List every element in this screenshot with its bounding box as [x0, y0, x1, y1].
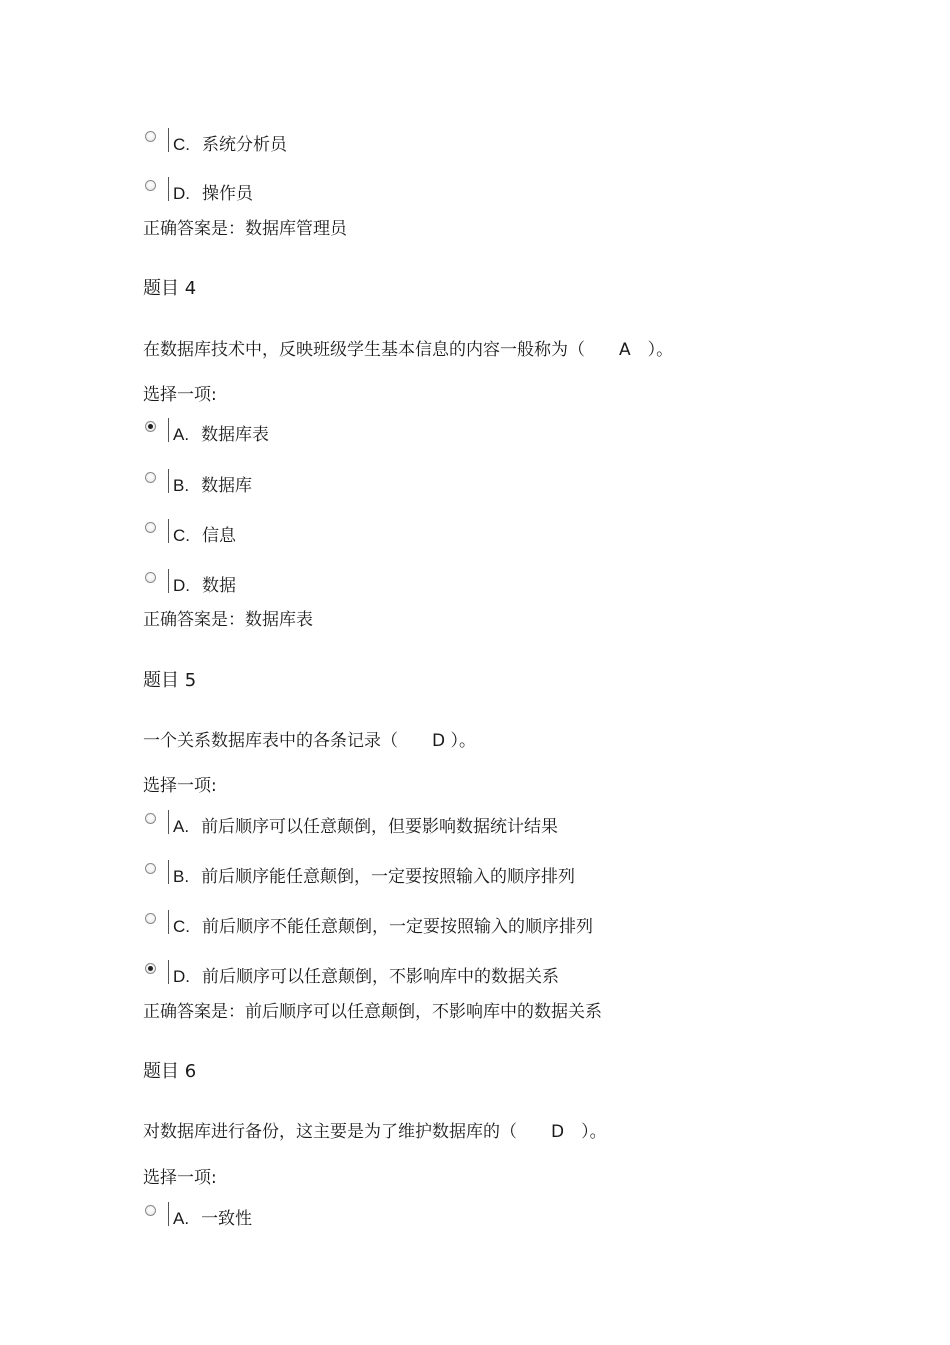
- radio-button-checked-icon[interactable]: [145, 963, 156, 974]
- radio-button-checked-icon[interactable]: [145, 421, 156, 432]
- q6-prompt: 选择一项:: [143, 1168, 217, 1188]
- radio-button-icon[interactable]: [145, 131, 156, 142]
- q5-heading: 题目 5: [143, 670, 197, 691]
- option-text: 前后顺序可以任意颠倒，不影响库中的数据关系: [202, 967, 559, 987]
- option-letter: A.: [173, 817, 190, 836]
- q5-correct-answer: 正确答案是：前后顺序可以任意颠倒，不影响库中的数据关系: [143, 1002, 602, 1022]
- option-letter: B.: [173, 867, 190, 886]
- q5-question: 一个关系数据库表中的各条记录（ D ）。: [143, 731, 476, 751]
- q4-prompt: 选择一项:: [143, 385, 217, 405]
- option-divider: [168, 418, 169, 442]
- option-divider: [168, 177, 169, 201]
- option-letter: A.: [173, 425, 190, 444]
- q6-question: 对数据库进行备份，这主要是为了维护数据库的（ D ）。: [143, 1122, 607, 1142]
- option-divider: [168, 910, 169, 934]
- option-text: 信息: [202, 526, 236, 546]
- option-text: 前后顺序能任意颠倒，一定要按照输入的顺序排列: [201, 867, 576, 887]
- option-letter: A.: [173, 1209, 190, 1228]
- option-divider: [168, 860, 169, 884]
- option-letter: C.: [173, 917, 190, 936]
- option-divider: [168, 128, 169, 152]
- option-letter: C.: [173, 135, 190, 154]
- option-divider: [168, 960, 169, 984]
- option-text: 系统分析员: [202, 135, 287, 155]
- option-letter: D.: [173, 184, 190, 203]
- radio-button-icon[interactable]: [145, 472, 156, 483]
- option-text: 数据库: [201, 476, 253, 496]
- option-text: 一致性: [201, 1209, 253, 1229]
- radio-button-icon[interactable]: [145, 813, 156, 824]
- option-text: 数据库表: [201, 425, 270, 445]
- radio-button-icon[interactable]: [145, 180, 156, 191]
- option-divider: [168, 469, 169, 493]
- option-letter: B.: [173, 476, 190, 495]
- radio-button-icon[interactable]: [145, 572, 156, 583]
- q6-heading: 题目 6: [143, 1061, 197, 1082]
- radio-button-icon[interactable]: [145, 522, 156, 533]
- option-text: 操作员: [202, 184, 253, 204]
- q4-question: 在数据库技术中，反映班级学生基本信息的内容一般称为（ A ）。: [143, 340, 674, 360]
- q5-prompt: 选择一项:: [143, 776, 217, 796]
- option-letter: D.: [173, 576, 190, 595]
- option-text: 前后顺序不能任意颠倒，一定要按照输入的顺序排列: [202, 917, 593, 937]
- option-divider: [168, 569, 169, 593]
- option-text: 数据: [202, 576, 236, 596]
- radio-button-icon[interactable]: [145, 863, 156, 874]
- radio-button-icon[interactable]: [145, 913, 156, 924]
- q3-correct-answer: 正确答案是：数据库管理员: [143, 219, 347, 239]
- option-divider: [168, 810, 169, 834]
- option-letter: D.: [173, 967, 190, 986]
- q4-heading: 题目 4: [143, 278, 197, 299]
- option-letter: C.: [173, 526, 190, 545]
- option-divider: [168, 519, 169, 543]
- option-divider: [168, 1202, 169, 1226]
- radio-button-icon[interactable]: [145, 1205, 156, 1216]
- q4-correct-answer: 正确答案是：数据库表: [143, 610, 313, 630]
- option-text: 前后顺序可以任意颠倒，但要影响数据统计结果: [201, 817, 559, 837]
